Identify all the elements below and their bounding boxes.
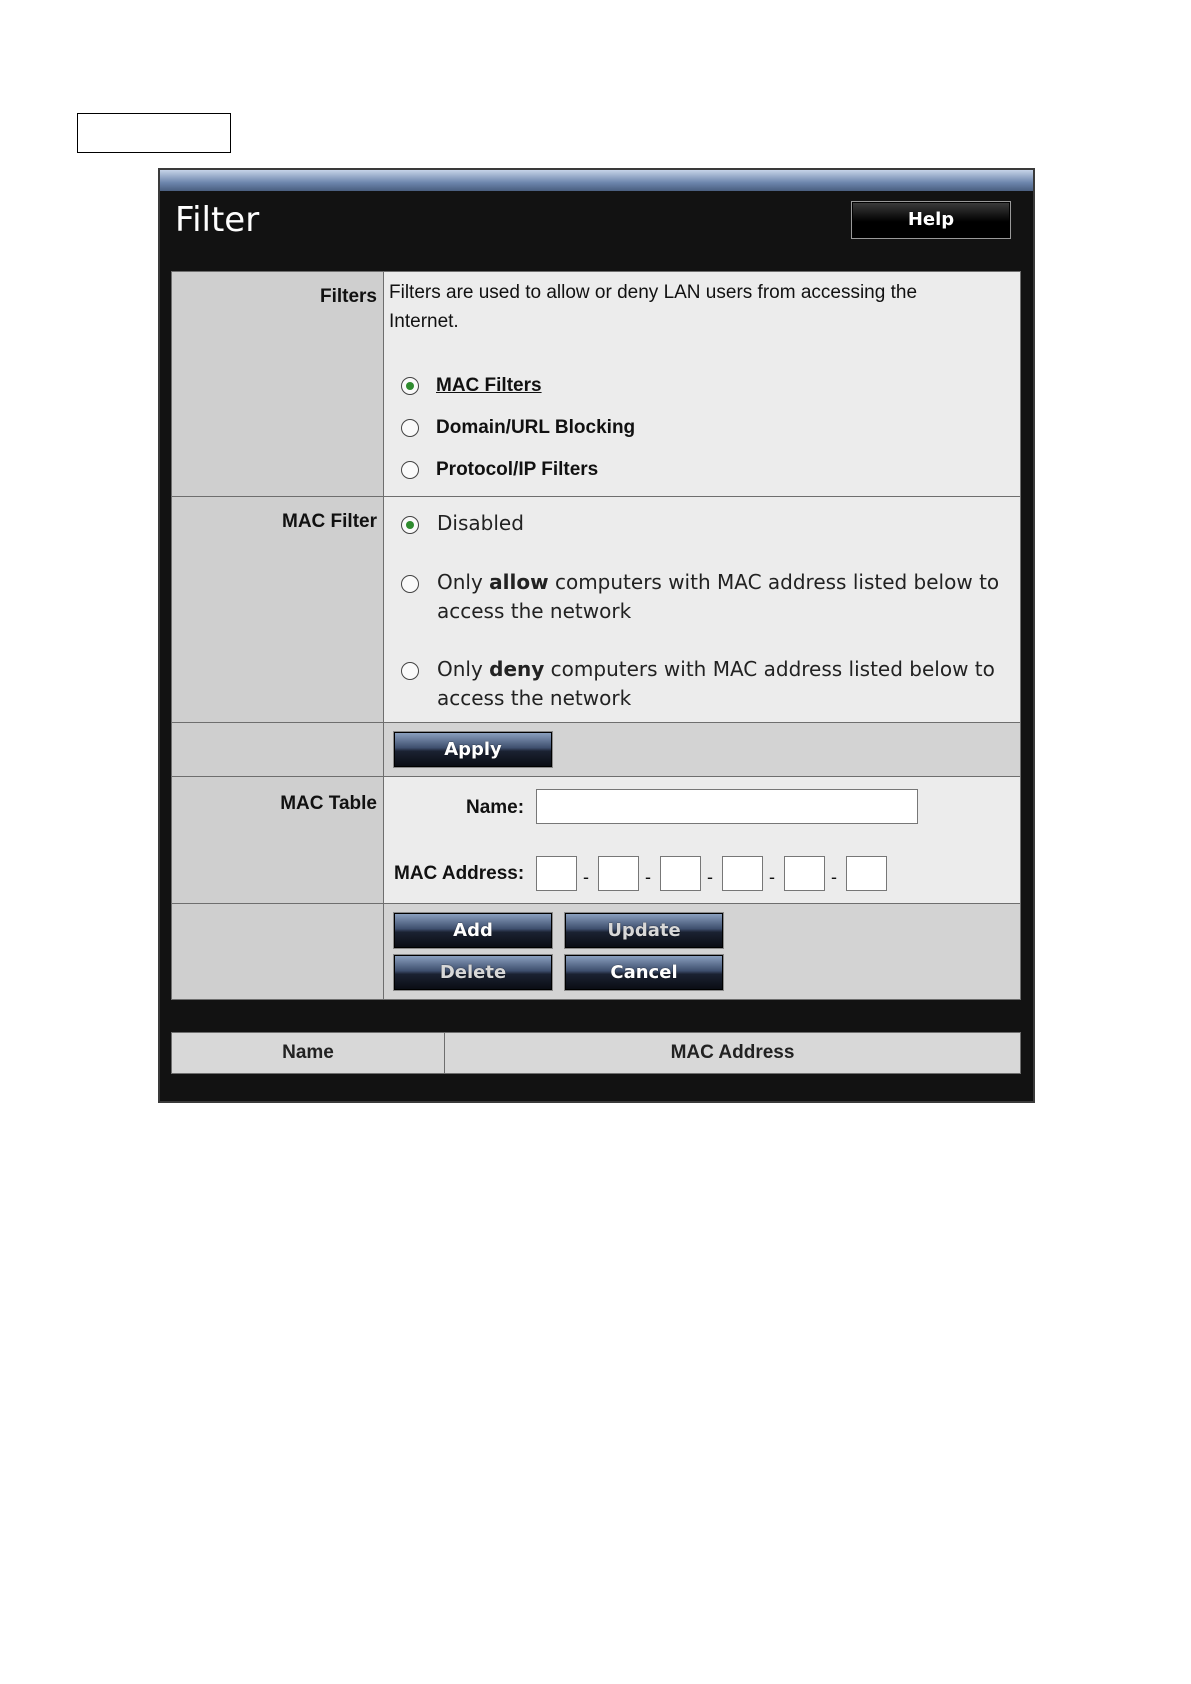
mac-separator: - — [645, 867, 651, 887]
domain-url-blocking-radio[interactable] — [401, 419, 419, 437]
allow-radio[interactable] — [401, 575, 419, 593]
mac-table-row — [172, 777, 1020, 904]
mac-list-header — [171, 1032, 1021, 1074]
protocol-ip-filters-radio[interactable] — [401, 461, 419, 479]
apply-label-cell — [172, 723, 384, 776]
mac-table-label: MAC Table — [172, 777, 384, 903]
mac-octet-3-input[interactable] — [660, 856, 701, 891]
deny-option-text: Only deny computers with MAC address listed below to access the network — [437, 657, 995, 710]
filters-content — [384, 272, 1020, 496]
mac-filter-row — [172, 497, 1020, 723]
domain-url-blocking-label: Domain/URL Blocking — [436, 417, 636, 438]
deny-radio[interactable] — [401, 662, 419, 680]
apply-row — [172, 723, 1020, 777]
actions-content — [384, 904, 1020, 999]
protocol-ip-filters-label: Protocol/IP Filters — [436, 459, 599, 480]
mac-filters-radio[interactable] — [401, 377, 419, 395]
filters-row — [172, 272, 1020, 497]
mac-octet-4-input[interactable] — [722, 856, 763, 891]
mac-octet-2-input[interactable] — [598, 856, 639, 891]
filters-description-line1: Filters are used to allow or deny LAN users from accessing the — [389, 282, 918, 303]
mac-address-label: MAC Address: — [394, 863, 525, 884]
mac-octet-1-input[interactable] — [536, 856, 577, 891]
filters-description-line2: Internet. — [389, 311, 459, 332]
cancel-button[interactable]: Cancel — [565, 955, 723, 990]
allow-option-text: Only allow computers with MAC address listed below to access the network — [437, 570, 1000, 623]
update-button[interactable]: Update — [565, 913, 723, 948]
name-input[interactable] — [536, 789, 918, 824]
filter-panel — [158, 168, 1035, 1103]
page-title: Filter — [175, 200, 260, 240]
filters-label: Filters — [172, 272, 384, 496]
actions-label-cell — [172, 904, 384, 999]
apply-button[interactable]: Apply — [394, 732, 552, 767]
mac-separator: - — [707, 867, 713, 887]
actions-row — [172, 904, 1020, 999]
help-button[interactable]: Help — [852, 202, 1010, 238]
caption-box — [77, 113, 231, 153]
apply-content — [384, 723, 1020, 776]
mac-octet-5-input[interactable] — [784, 856, 825, 891]
panel-top-bar — [160, 170, 1033, 191]
mac-separator: - — [831, 867, 837, 887]
delete-button[interactable]: Delete — [394, 955, 552, 990]
mac-filter-content — [384, 497, 1020, 722]
disabled-label: Disabled — [437, 511, 524, 535]
mac-separator: - — [769, 867, 775, 887]
list-column-mac-address: MAC Address — [670, 1042, 795, 1063]
mac-octet-6-input[interactable] — [846, 856, 887, 891]
list-column-name: Name — [172, 1033, 445, 1073]
mac-filters-link[interactable]: MAC Filters — [436, 375, 542, 396]
disabled-radio[interactable] — [401, 516, 419, 534]
mac-table-content — [384, 777, 1020, 903]
name-label: Name: — [466, 797, 525, 818]
add-button[interactable]: Add — [394, 913, 552, 948]
mac-filter-label: MAC Filter — [172, 497, 384, 722]
mac-separator: - — [583, 867, 589, 887]
settings-grid — [171, 271, 1021, 1000]
